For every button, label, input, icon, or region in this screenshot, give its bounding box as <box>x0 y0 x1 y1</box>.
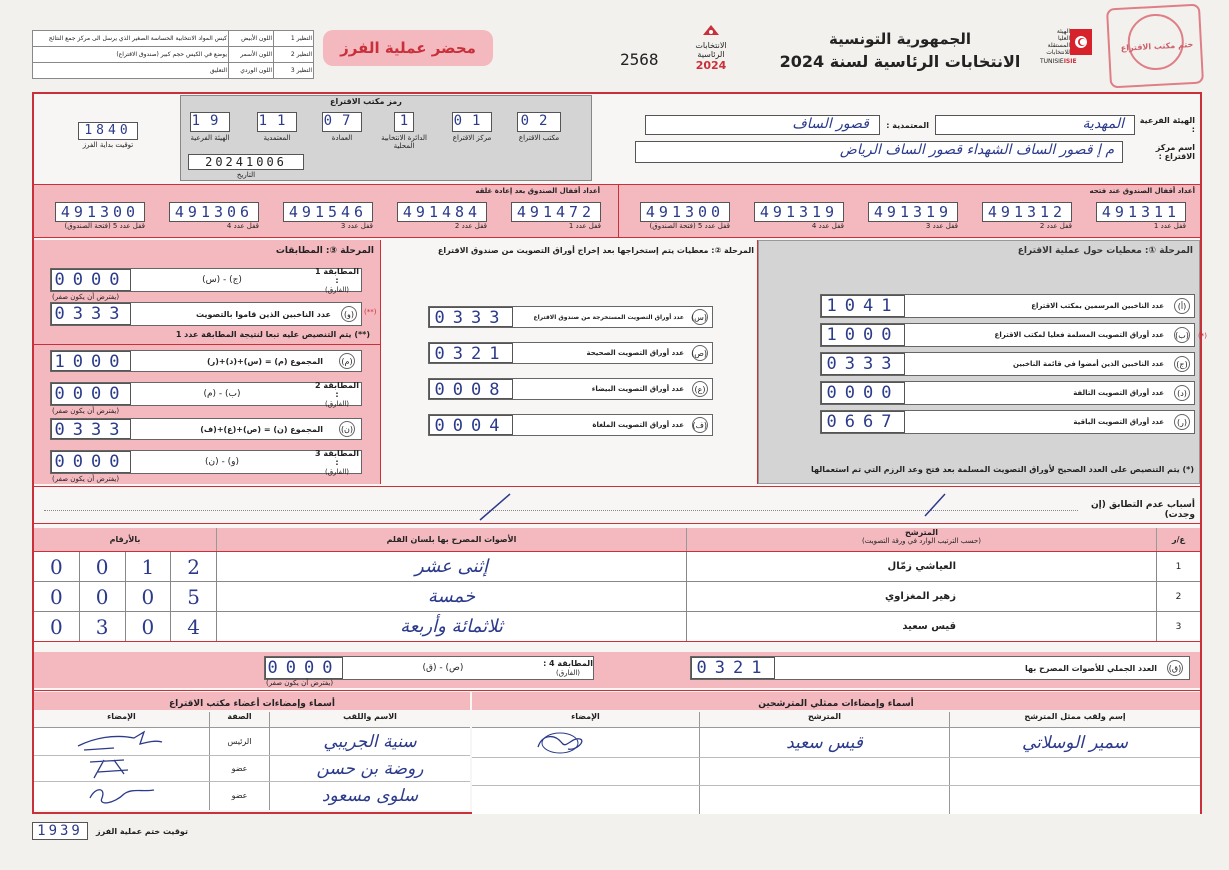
elections-logo <box>688 22 734 82</box>
code-label: مكتب الاقتراع <box>518 134 560 142</box>
digit: 0333 <box>429 307 513 327</box>
member-signature[interactable] <box>34 782 210 810</box>
digit: 11 <box>257 112 297 132</box>
logo-text-1: الانتخابات <box>695 41 727 50</box>
pack-color: اللون الأبيض <box>229 31 274 47</box>
stage3-note: (**) يتم التنصيص عليه تبعا لنتيجة المطابقة عدد 1 <box>175 330 370 339</box>
digit: 5 <box>187 585 200 609</box>
row-value[interactable] <box>429 379 513 399</box>
lock-item <box>397 202 487 230</box>
lock-item <box>640 202 730 230</box>
lock-value[interactable]: 491472 <box>511 202 601 222</box>
sum-m-value[interactable] <box>51 351 131 371</box>
rep-name[interactable]: سمير الوسلاتي <box>1022 733 1128 753</box>
match3-label: المطابقة 3 : (الفارق) <box>315 448 359 476</box>
match2-formula: (ب) - (م) <box>203 389 241 399</box>
candidate-name: زهير المغزاوي <box>686 582 1156 611</box>
digit: 0333 <box>821 353 905 375</box>
results-table <box>34 528 1200 642</box>
digit: 0004 <box>429 415 513 435</box>
lock-item <box>283 202 373 230</box>
form-title-badge <box>323 30 493 66</box>
votes-digits[interactable] <box>34 582 216 611</box>
total-value[interactable] <box>691 657 775 679</box>
elections-title: الانتخابات الرئاسية لسنة 2024 <box>779 52 1021 71</box>
lock-label: قفل عدد 4 <box>811 222 844 230</box>
lock-item <box>754 202 844 230</box>
row-code: (ج) <box>1174 356 1190 372</box>
row-code: (ب) <box>1174 327 1190 343</box>
lock-value[interactable]: 491484 <box>397 202 487 222</box>
office-row <box>34 756 470 782</box>
digit: 20241006 <box>188 154 304 170</box>
votes-words[interactable]: إثنى عشر <box>216 552 686 581</box>
lock-open-group <box>640 202 1186 230</box>
digit: 1000 <box>51 351 131 371</box>
voters-row <box>50 302 362 326</box>
reps-row <box>472 786 1200 814</box>
office-col: الإمضاء <box>34 712 210 727</box>
digit: 0 <box>34 612 80 641</box>
row-label: عدد أوراق التصويت المسلمة فعليا لمكتب الاقتراع <box>994 331 1164 339</box>
location-panel <box>630 115 1195 163</box>
pack-color: اللون الوردي <box>229 63 274 79</box>
stage2-title: المرحلة ②: معطيات يتم إستخراجها بعد إخراج أوراق التصويت من صندوق الاقتراع <box>437 246 754 255</box>
lock-label: قفل عدد 1 <box>568 222 601 230</box>
row-label: عدد أوراق التصويت المستخرجة من صندوق الاقتراع <box>533 313 684 321</box>
header-titles <box>770 30 1030 71</box>
start-time-digits[interactable] <box>78 122 138 140</box>
member-signature[interactable] <box>34 728 210 755</box>
sum-n-label: المجموع (ن) = (ص)+(ع)+(ف) <box>200 424 323 434</box>
stage2-row <box>428 342 713 364</box>
digit: 19 <box>190 112 230 132</box>
digit: 0 <box>80 552 126 581</box>
member-signature[interactable] <box>34 756 210 781</box>
lock-label: قفل عدد 2 <box>454 222 487 230</box>
office-row <box>34 728 470 756</box>
row-label: عدد أوراق التصويت الملغاة <box>592 421 684 429</box>
stage1-rows <box>820 294 1195 439</box>
match4-value[interactable] <box>265 657 343 679</box>
stage1-row <box>820 323 1195 347</box>
locks-open-title: أعداد أقفال الصندوق عند فتحه <box>1089 187 1195 195</box>
digit: 0 <box>80 582 126 611</box>
stage2-row <box>428 378 713 400</box>
digit: 01 <box>452 112 492 132</box>
lock-label: قفل عدد 3 <box>925 222 958 230</box>
row-num: 3 <box>1156 612 1200 641</box>
lock-item <box>1096 202 1186 230</box>
pack-desc: التعليق <box>33 63 229 79</box>
reps-col: المترشح <box>700 712 950 727</box>
reps-col: الإمضاء <box>472 712 700 727</box>
code-field <box>322 112 362 142</box>
candidate-name: العياشي زمّال <box>686 552 1156 581</box>
code-district-digits[interactable] <box>374 112 434 132</box>
code-office-digits[interactable] <box>517 112 561 132</box>
office-stamp <box>1106 4 1204 89</box>
row-code: (س) <box>692 309 708 325</box>
table-row <box>34 552 1200 582</box>
reps-col: إسم ولقب ممثل المترشح <box>1024 712 1126 721</box>
match2-note: (يفترض أن يكون صفر) <box>52 407 120 415</box>
match3-formula: (و) - (ن) <box>205 457 239 467</box>
digit: 0000 <box>821 382 905 404</box>
dash-mark <box>470 486 970 526</box>
lock-value[interactable]: 491319 <box>868 202 958 222</box>
signature-scribble <box>74 728 164 756</box>
office-title-bar <box>34 692 470 710</box>
digit: 0667 <box>821 411 905 433</box>
row-value[interactable] <box>821 295 905 317</box>
row-value[interactable] <box>821 324 905 346</box>
match2-value[interactable] <box>51 383 131 405</box>
pack-code: التظير 3 <box>274 63 314 79</box>
voters-label: عدد الناخبين الذين قاموا بالتصويت <box>195 309 331 319</box>
date-label: التاريخ <box>236 171 256 179</box>
match4-formula: (ص) - (ق) <box>422 663 464 673</box>
sum-m-code: (م) <box>339 353 355 369</box>
row-value[interactable] <box>821 411 905 433</box>
row-label: عدد أوراق التصويت الصحيحة <box>586 349 684 357</box>
row-label: عدد الناخبين الذين أمضوا في قائمة الناخبين <box>1012 360 1164 368</box>
lock-value[interactable]: 491319 <box>754 202 844 222</box>
code-label: الهيئة الفرعية <box>190 134 230 142</box>
digit: 0000 <box>265 657 343 679</box>
digit: 0 <box>126 612 172 641</box>
lock-value[interactable]: 491306 <box>169 202 259 222</box>
col-digits: بالأرقام <box>109 535 141 544</box>
logo-text-2: الرئاسية <box>697 50 725 59</box>
sum-n-code: (ن) <box>339 421 355 437</box>
code-field <box>374 112 434 150</box>
sum-m-label: المجموع (م) = (س)+(د)+(ر) <box>206 356 323 366</box>
digit: 1041 <box>821 295 905 317</box>
code-field <box>517 112 561 142</box>
digit: 07 <box>322 112 362 132</box>
lock-value[interactable]: 491312 <box>982 202 1072 222</box>
match1-note: (يفترض أن يكون صفر) <box>52 293 120 301</box>
stage2-rows <box>428 306 713 450</box>
row-label: عدد أوراق التصويت الباقية <box>1073 418 1164 426</box>
code-delegation-digits[interactable] <box>257 112 297 132</box>
isie-text: العليا <box>1057 35 1070 42</box>
lock-label: قفل عدد 4 <box>226 222 259 230</box>
digit: 1 <box>126 552 172 581</box>
office-table <box>34 712 470 810</box>
office-title: أسماء وإمضاءات أعضاء مكتب الاقتراع <box>169 699 335 709</box>
match2-label: المطابقة 2 : (الفارق) <box>315 380 359 408</box>
reps-row <box>472 728 1200 758</box>
match4-label: المطابقة 4 : (الفارق) <box>543 659 593 677</box>
sum-n-row <box>50 418 362 440</box>
lock-item <box>55 202 145 230</box>
reps-title-bar <box>472 692 1200 710</box>
digit: 0 <box>34 582 80 611</box>
lock-divider <box>618 184 619 238</box>
row-code: (أ) <box>1174 298 1190 314</box>
row-value[interactable] <box>821 382 905 404</box>
row-code: (ع) <box>692 381 708 397</box>
row-code: (د) <box>1174 385 1190 401</box>
total-row <box>690 656 1190 680</box>
member-name[interactable]: روضة بن حسن <box>316 759 424 779</box>
office-row <box>34 782 470 810</box>
match2-row <box>50 382 362 406</box>
digit: 0333 <box>51 419 131 439</box>
reps-title: أسماء وإمضاءات ممثلي المترشحين <box>758 699 914 709</box>
sum-m-row <box>50 350 362 372</box>
row-label: عدد أوراق التصويت البيضاء <box>591 385 684 393</box>
start-time-label: توقيت بداية الفرز <box>82 141 134 149</box>
row-value[interactable] <box>429 307 513 327</box>
row-code: (ص) <box>692 345 708 361</box>
subbody-field[interactable]: المهدية <box>935 115 1135 135</box>
lock-value[interactable]: 491311 <box>1096 202 1186 222</box>
lock-label: قفل عدد 2 <box>1039 222 1072 230</box>
votes-digits[interactable] <box>34 552 216 581</box>
code-sector-digits[interactable] <box>322 112 362 132</box>
end-time-label: توقيت ختم عملية الفرز <box>96 826 188 836</box>
digit: 3 <box>80 612 126 641</box>
pack-code: التظير 1 <box>274 31 314 47</box>
start-time-field <box>78 122 138 149</box>
match3-row <box>50 450 362 474</box>
form-title: محضر عملية الفرز <box>340 39 476 57</box>
match3-value[interactable] <box>51 451 131 473</box>
row-value[interactable] <box>821 353 905 375</box>
digit: 0008 <box>429 379 513 399</box>
stage2-row <box>428 414 713 436</box>
match4-note: (يفترض أن يكون صفر) <box>266 679 334 687</box>
digit: 1939 <box>32 822 88 840</box>
isie-text: الهيئة <box>1056 28 1070 35</box>
rep-signature[interactable] <box>472 728 700 757</box>
code-label: المعتمدية <box>263 134 291 142</box>
pack-color: اللون الأسمر <box>229 47 274 63</box>
voters-mark: (**) <box>364 308 377 316</box>
flag-mark-icon <box>701 23 721 37</box>
digit: 0000 <box>51 383 131 405</box>
total-label: العدد الجملي للأصوات المصرح بها <box>1025 663 1157 673</box>
tunisia-flag-icon <box>1070 29 1092 55</box>
row-code: (ر) <box>1174 414 1190 430</box>
digit: 0 <box>34 552 80 581</box>
lock-value[interactable]: 491546 <box>283 202 373 222</box>
stage1-row <box>820 294 1195 318</box>
lock-item <box>511 202 601 230</box>
member-role: عضو <box>210 756 270 781</box>
office-col: الاسم واللقب <box>343 712 397 721</box>
doc-number: 2568 <box>620 50 659 69</box>
digit: 1000 <box>821 324 905 346</box>
member-name[interactable]: سلوى مسعود <box>321 786 419 806</box>
reps-table <box>472 712 1200 814</box>
member-name[interactable]: سنية الجريبي <box>323 732 417 752</box>
code-field <box>190 112 230 142</box>
stage1-title: المرحلة ①: معطيات حول عملية الاقتراع <box>1017 246 1193 256</box>
pack-desc: يوضع في الكيس حجم كبير (صندوق الاقتراع) <box>33 47 229 63</box>
packaging-table <box>32 30 314 78</box>
row-value[interactable] <box>429 343 513 363</box>
isie-text: المستقلة <box>1047 42 1070 49</box>
col-num: ع/ر <box>1156 528 1200 551</box>
sum-n-value[interactable] <box>51 419 131 439</box>
code-label: العمادة <box>331 134 353 142</box>
codes-title: رمز مكتب الاقتراع <box>330 97 402 106</box>
signature-scribble <box>532 729 592 757</box>
lock-item <box>169 202 259 230</box>
stage1-row <box>820 352 1195 376</box>
office-col: الصفة <box>210 712 270 727</box>
member-role: الرئيس <box>210 728 270 755</box>
match1-label: المطابقة 1 : (الفارق) <box>315 266 359 294</box>
lock-label: قفل عدد 1 <box>1153 222 1186 230</box>
voters-value[interactable] <box>51 303 131 325</box>
votes-words[interactable]: خمسة <box>216 582 686 611</box>
signature-scribble <box>84 756 174 782</box>
code-field <box>257 112 297 142</box>
reps-row <box>472 758 1200 786</box>
candidate-name: قيس سعيد <box>686 612 1156 641</box>
lock-value[interactable]: 491300 <box>640 202 730 222</box>
lock-close-group <box>55 202 601 230</box>
stage2-row <box>428 306 713 328</box>
delegation-label: المعتمدية : <box>886 120 929 130</box>
delegation-field[interactable]: قصور الساف <box>645 115 880 135</box>
digit: 0000 <box>51 451 131 473</box>
match4-row <box>264 656 594 680</box>
stage1-row-mark: (*) <box>1198 332 1207 340</box>
stamp-text: ختم مكتب الاقتراع <box>1120 40 1194 53</box>
col-candidate: المترشح (حسب الترتيب الوارد في ورقة التصويت) <box>686 528 1156 551</box>
table-row <box>34 612 1200 642</box>
stage1-note: (*) يتم التنصيص على العدد الصحيح لأوراق التصويت المسلمة بعد فتح وعد الرزم التي تم استعمالها <box>810 465 1194 474</box>
row-label: عدد الناخبين المرسمين بمكتب الاقتراع <box>1031 302 1164 310</box>
row-num: 1 <box>1156 552 1200 581</box>
lock-item <box>868 202 958 230</box>
subbody-label: الهيئة الفرعية : <box>1139 116 1195 134</box>
signature-scribble <box>84 782 174 810</box>
center-field[interactable]: م إ قصور الساف الشهداء قصور الساف الرياض <box>635 141 1123 163</box>
match1-value[interactable] <box>51 269 131 291</box>
code-subbody-digits[interactable] <box>190 112 230 132</box>
pack-desc: كيس المواد الانتخابية الحساسة الصغير الذي يرسل الى مركز جمع النتائج <box>33 31 229 47</box>
locks-close-title: أعداد أقفال الصندوق بعد إعادة غلقه <box>475 187 600 195</box>
isie-logo <box>1040 28 1100 86</box>
member-role: عضو <box>210 782 270 810</box>
isie-fr: TUNISIE <box>1040 58 1064 65</box>
match1-row <box>50 268 362 292</box>
mismatch-label: أسباب عدم التطابق (إن وجدت) <box>1090 500 1195 520</box>
results-header <box>34 528 1200 552</box>
digit: 1 <box>394 112 414 132</box>
code-label: الدائرة الانتخابية المحلية <box>381 134 427 150</box>
stage3-title: المرحلة ③: المطابقات <box>275 246 374 256</box>
date-field <box>188 154 304 179</box>
votes-words[interactable]: ثلاثمائة وأربعة <box>216 612 686 641</box>
digit: 0321 <box>429 343 513 363</box>
votes-digits[interactable] <box>34 612 216 641</box>
digit: 0333 <box>51 303 131 325</box>
code-center-digits[interactable] <box>452 112 492 132</box>
end-time-digits[interactable] <box>32 822 88 840</box>
end-time-field <box>32 822 188 840</box>
rep-candidate[interactable]: قيس سعيد <box>700 728 950 757</box>
row-code: (ف) <box>692 417 708 433</box>
digit: 0321 <box>691 657 775 679</box>
lock-label: قفل عدد 3 <box>340 222 373 230</box>
digit: 0000 <box>51 269 131 291</box>
lock-value[interactable]: 491300 <box>55 202 145 222</box>
total-code: (ق) <box>1167 660 1183 676</box>
digit: 0 <box>126 582 172 611</box>
republic-title: الجمهورية التونسية <box>829 30 971 48</box>
code-label: مركز الاقتراع <box>452 134 492 142</box>
table-row <box>34 582 1200 612</box>
isie-abbr: ISIE <box>1063 58 1077 65</box>
stage1-row <box>820 381 1195 405</box>
logo-year: 2024 <box>695 59 727 72</box>
lock-label: قفل عدد 5 (فتحة الصندوق) <box>64 222 145 230</box>
col-words: الأصوات المصرح بها بلسان القلم <box>216 528 686 551</box>
digit: 4 <box>187 615 200 639</box>
match3-note: (يفترض أن يكون صفر) <box>52 475 120 483</box>
isie-text: للانتخابات <box>1046 49 1070 56</box>
digit: 2 <box>187 555 200 579</box>
pack-code: التظير 2 <box>274 47 314 63</box>
stage1-row <box>820 410 1195 434</box>
row-value[interactable] <box>429 415 513 435</box>
row-num: 2 <box>1156 582 1200 611</box>
date-digits[interactable] <box>188 154 304 170</box>
row-label: عدد أوراق التصويت التالفة <box>1073 389 1164 397</box>
code-field <box>452 112 492 142</box>
digit: 1840 <box>78 122 138 140</box>
match1-formula: (ج) - (س) <box>202 275 242 285</box>
voters-code: (و) <box>341 306 357 322</box>
lock-label: قفل عدد 5 (فتحة الصندوق) <box>649 222 730 230</box>
center-label: اسم مركز الاقتراع : <box>1155 143 1195 161</box>
digit: 02 <box>517 112 561 132</box>
lock-item <box>982 202 1072 230</box>
